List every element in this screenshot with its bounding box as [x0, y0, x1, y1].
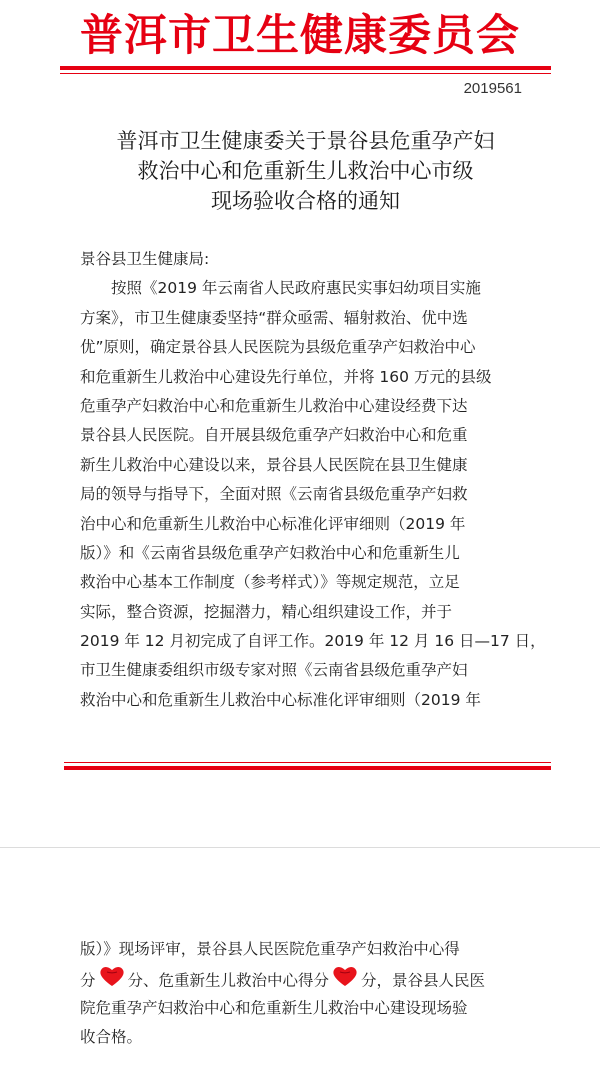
body-line: 收合格。 [80, 1028, 143, 1047]
body-line: 局的领导与指导下，全面对照《云南省县级危重孕产妇救 [80, 485, 468, 504]
title-line: 现场验收合格的通知 [211, 189, 400, 213]
page-separator [0, 792, 600, 848]
body-line: 优”原则，确定景谷县人民医院为县级危重孕产妇救治中心 [80, 338, 476, 357]
heart-icon-svg [98, 964, 126, 988]
body-line: 景谷县人民医院。自开展县级危重孕产妇救治中心和危重 [80, 426, 468, 445]
body-line: 治中心和危重新生儿救治中心标准化评审细则（2019 年 [80, 514, 466, 533]
header-rule-thick [60, 66, 551, 70]
body-line-with-redactions [80, 964, 550, 993]
body-line: 新生儿救治中心建设以来，景谷县人民医院在县卫生健康 [80, 455, 468, 474]
body-line: 2019 年 12 月初完成了自评工作。2019 年 12 月 16 日—17 日， [80, 632, 546, 651]
body-line: 救治中心和危重新生儿救治中心标准化评审细则（2019 年 [80, 690, 481, 709]
body-line: 救治中心基本工作制度（参考样式）》等规定规范，立足 [80, 573, 460, 592]
body-line: 方案》，市卫生健康委坚持“群众亟需、辐射救治、优中选 [80, 308, 468, 327]
title-line: 普洱市卫生健康委关于景谷县危重孕产妇 [116, 129, 495, 153]
footer-rule-thick [64, 766, 551, 770]
organization-title: 普洱市卫生健康委员会 [80, 11, 520, 61]
title-line: 救治中心和危重新生儿救治中心市级 [137, 159, 474, 183]
body-line: 按照《2019 年云南省人民政府惠民实事妇幼项目实施 [111, 279, 481, 298]
addressee: 景谷县卫生健康局: [80, 250, 210, 268]
document-page-2 [80, 935, 550, 1053]
text-fragment: 分 [80, 972, 96, 991]
document-title [60, 126, 551, 216]
body-line: 市卫生健康委组织市级专家对照《云南省县级危重孕产妇 [80, 661, 468, 680]
footer-rule-thin [64, 762, 551, 763]
header-rule-thin [60, 73, 551, 74]
text-fragment: 分，景谷县人民医 [361, 972, 486, 991]
document-number: 2019561 [463, 80, 522, 97]
body-line: 版）》现场评审，景谷县人民医院危重孕产妇救治中心得 [80, 940, 460, 958]
text-fragment: 分、危重新生儿救治中心得分 [127, 972, 330, 991]
body-line: 和危重新生儿救治中心建设先行单位，并将 160 万元的县级 [80, 367, 492, 386]
document-body [80, 245, 546, 715]
body-line: 院危重孕产妇救治中心和危重新生儿救治中心建设现场验 [80, 998, 468, 1017]
body-line: 危重孕产妇救治中心和危重新生儿救治中心建设经费下达 [80, 396, 468, 415]
body-line: 版）》和《云南省县级危重孕产妇救治中心和危重新生儿 [80, 543, 460, 562]
heart-icon-svg [331, 964, 359, 988]
body-line: 实际，整合资源，挖掘潜力，精心组织建设工作，并于 [80, 602, 453, 621]
